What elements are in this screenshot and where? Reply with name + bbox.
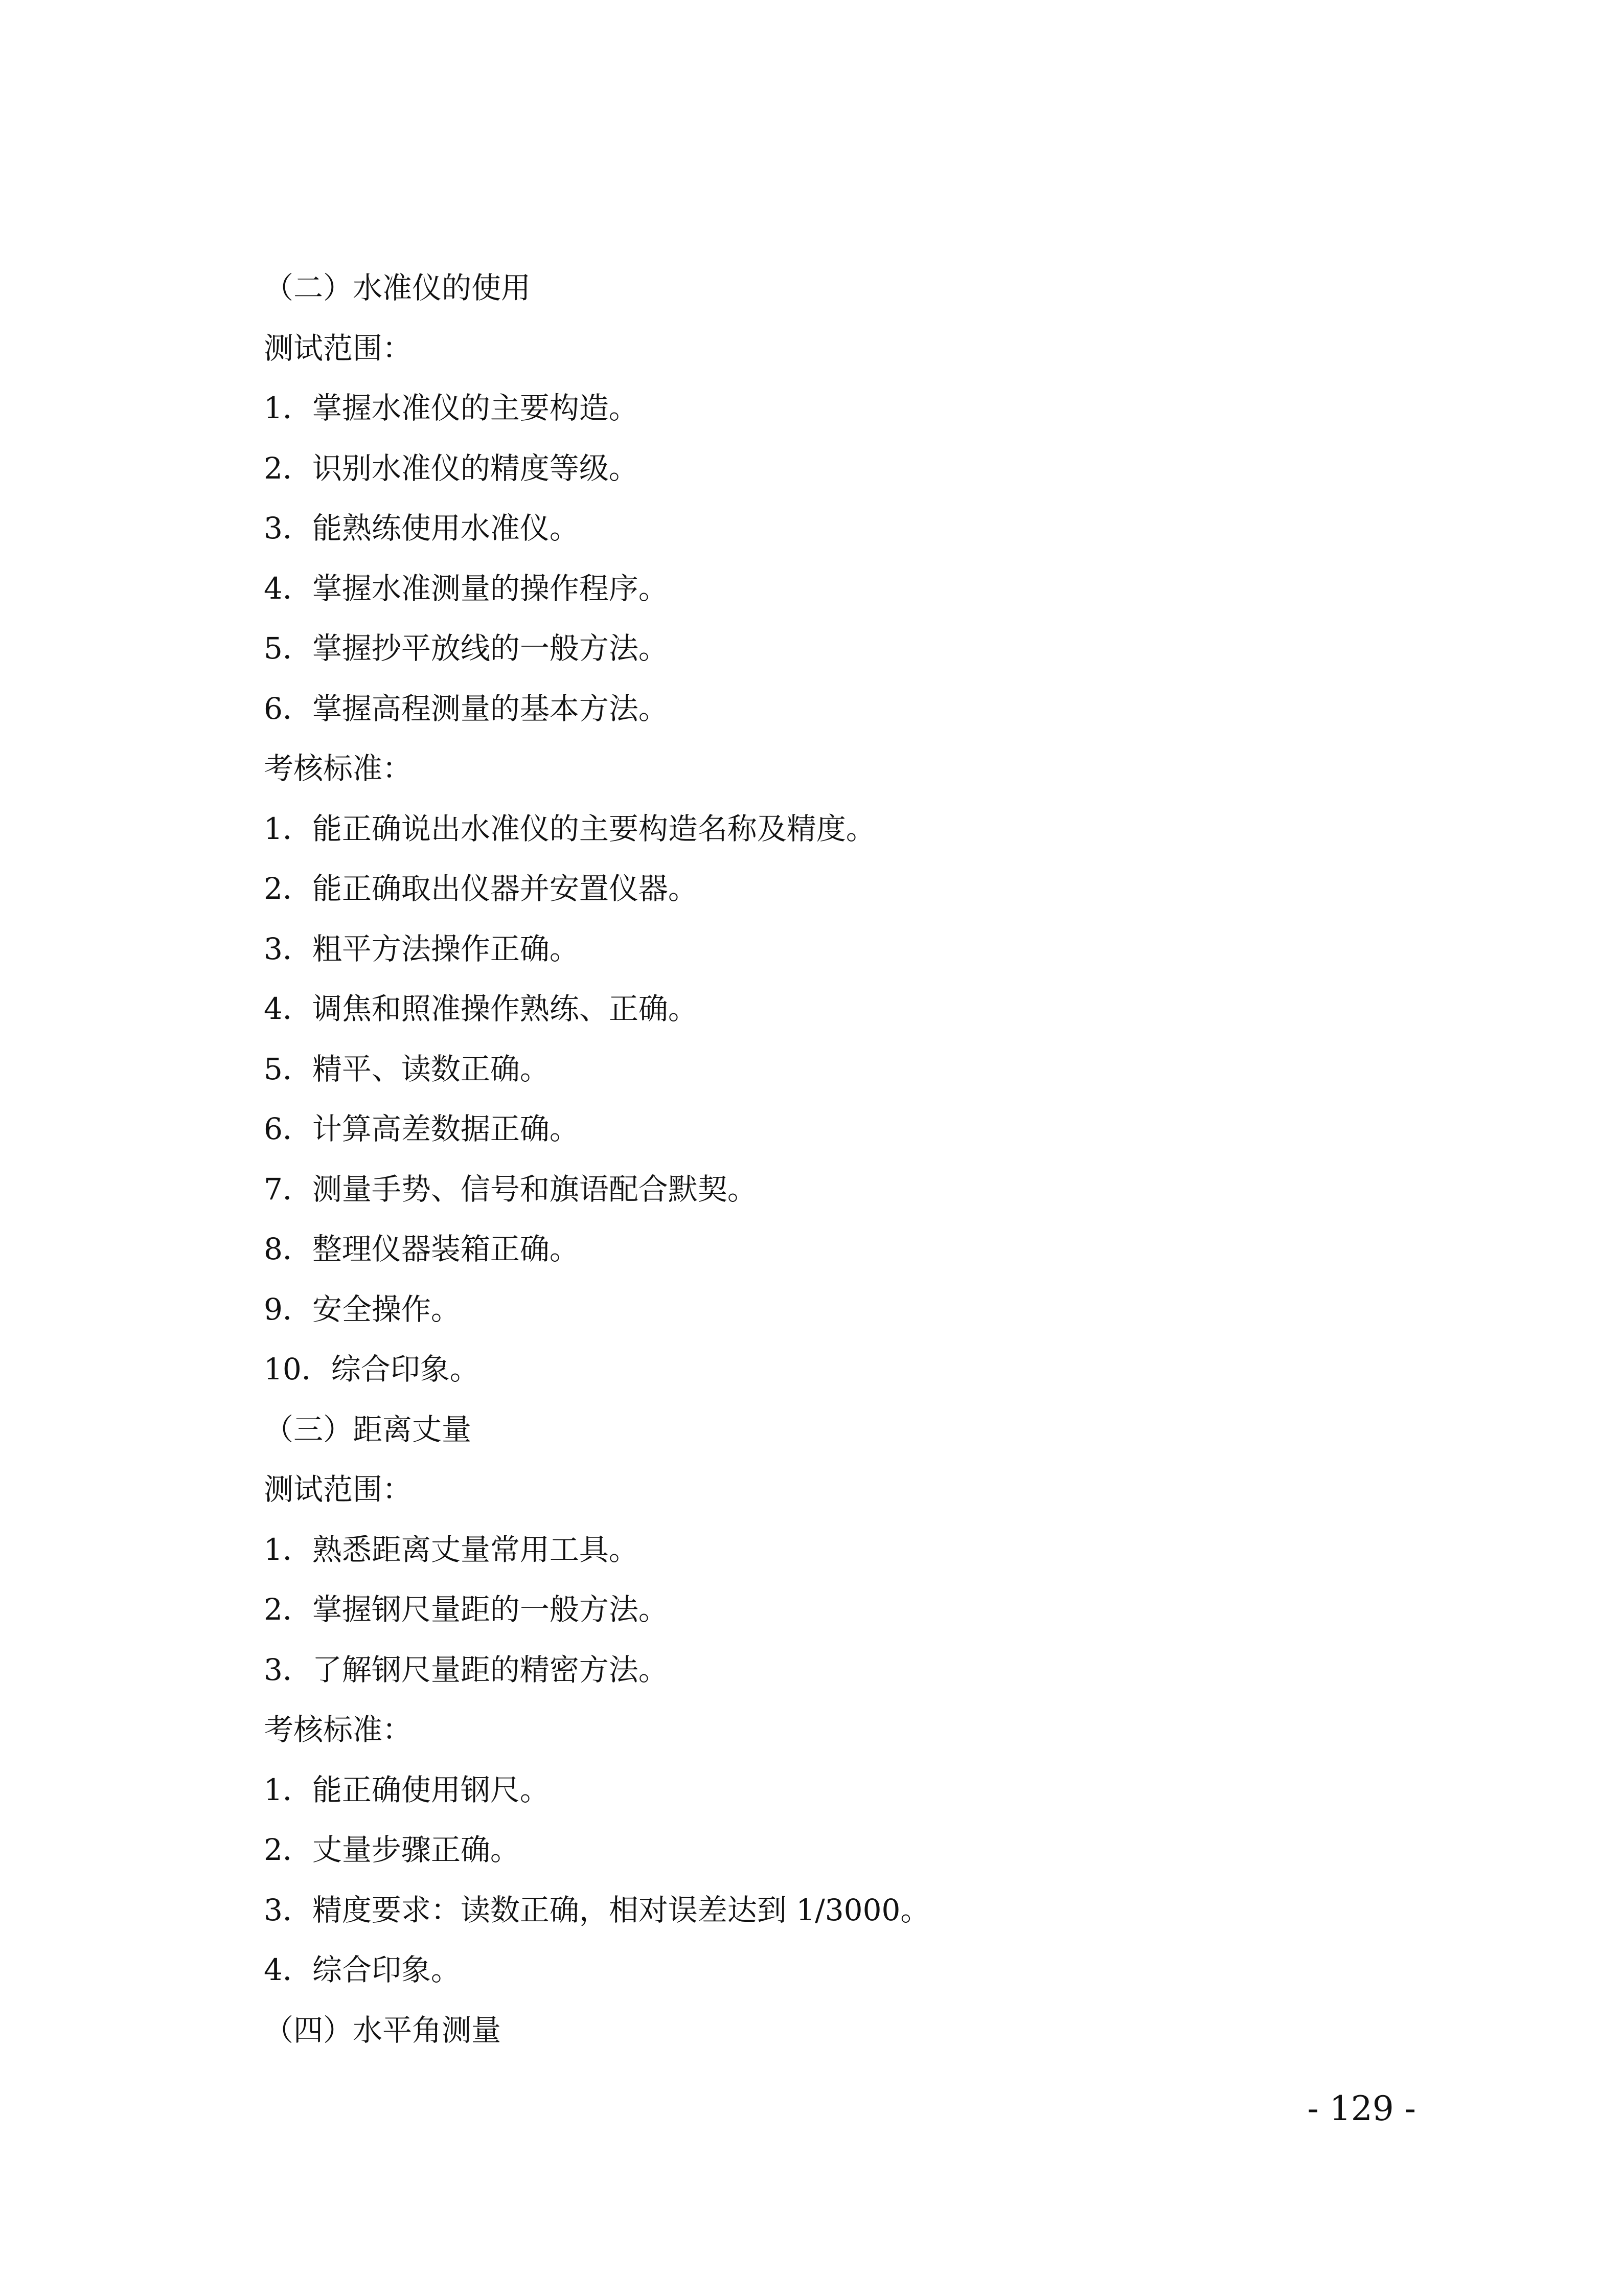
list-item: 2．丈量步骤正确。 bbox=[264, 1832, 520, 1867]
page-number: - 129 - bbox=[1307, 2089, 1416, 2128]
list-item: 3．精度要求：读数正确，相对误差达到 1/3000。 bbox=[264, 1892, 930, 1927]
list-item: 1．熟悉距离丈量常用工具。 bbox=[264, 1532, 638, 1567]
list-item: 5．精平、读数正确。 bbox=[264, 1051, 550, 1086]
subheading-test-scope: 测试范围： bbox=[264, 330, 413, 366]
subheading-assessment-criteria: 考核标准： bbox=[264, 1712, 413, 1747]
list-item: 4．调焦和照准操作熟练、正确。 bbox=[264, 991, 698, 1026]
list-item: 3．能熟练使用水准仪。 bbox=[264, 511, 579, 545]
list-item: 3．粗平方法操作正确。 bbox=[264, 931, 579, 966]
list-item: 4．综合印象。 bbox=[264, 1952, 461, 1987]
list-item: 1．能正确使用钢尺。 bbox=[264, 1772, 550, 1807]
list-item: 8．整理仪器装箱正确。 bbox=[264, 1232, 579, 1266]
list-item: 2．识别水准仪的精度等级。 bbox=[264, 450, 638, 486]
list-item: 7．测量手势、信号和旗语配合默契。 bbox=[264, 1171, 757, 1207]
section-heading-level-instrument: （二）水准仪的使用 bbox=[264, 270, 531, 305]
section-heading-horizontal-angle: （四）水平角测量 bbox=[264, 2012, 501, 2048]
list-item: 3．了解钢尺量距的精密方法。 bbox=[264, 1652, 668, 1687]
list-item: 1．掌握水准仪的主要构造。 bbox=[264, 391, 638, 425]
list-item: 9．安全操作。 bbox=[264, 1291, 461, 1327]
list-item: 6．计算高差数据正确。 bbox=[264, 1111, 579, 1146]
list-item: 6．掌握高程测量的基本方法。 bbox=[264, 691, 668, 726]
subheading-test-scope: 测试范围： bbox=[264, 1472, 413, 1507]
list-item: 5．掌握抄平放线的一般方法。 bbox=[264, 631, 668, 666]
list-item: 1．能正确说出水准仪的主要构造名称及精度。 bbox=[264, 811, 876, 846]
list-item: 2．能正确取出仪器并安置仪器。 bbox=[264, 871, 698, 906]
subheading-assessment-criteria: 考核标准： bbox=[264, 751, 413, 786]
section-heading-distance-measurement: （三）距离丈量 bbox=[264, 1412, 472, 1447]
list-item: 10．综合印象。 bbox=[264, 1352, 479, 1386]
list-item: 4．掌握水准测量的操作程序。 bbox=[264, 571, 668, 606]
document-body bbox=[264, 258, 1439, 2060]
list-item: 2．掌握钢尺量距的一般方法。 bbox=[264, 1592, 668, 1627]
